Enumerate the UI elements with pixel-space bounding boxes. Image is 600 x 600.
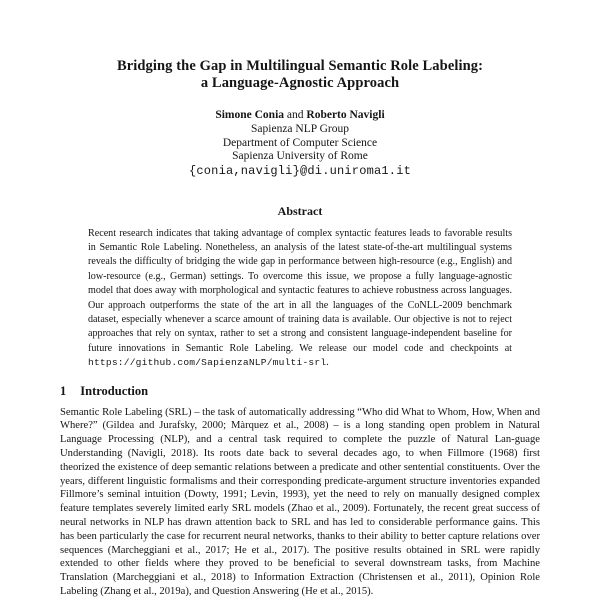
section-1-number: 1 xyxy=(60,383,67,398)
abstract-heading: Abstract xyxy=(277,203,323,218)
paper-title xyxy=(0,0,600,92)
introduction-paragraph: Semantic Role Labeling (SRL) – the task of automatically addressing “Who did What to Whom, How, When and Where?” (Gildea and Jurafsky, 2000; Màrquez et al., 2008) – is a long standing open problem in Natural Language Processing (NLP), and a central task required to complete the puzzle of Natural Lan-guage Understanding (Navigli, 2018). Its roots date back to several decades ago, to when Fillmore (1968) first theorized the existence of deep semantic relations between a predicate and other sentential constituents. Over the years, different linguistic formalisms and their corresponding predicate-argument structure inventories expanded Fillmore’s seminal intuition (Dowty, 1991; Levin, 1993), yet the need to rely on manually designed complex feature templates severely limited early SRL models (Zhao et al., 2009). Fortunately, the recent great success of neural networks in NLP has drawn attention back to SRL and has led to considerable performance gains. This has been particularly the case for recurrent neural networks, thanks to their ability to better capture relations over sequences (Marcheggiani et al., 2017; He et al., 2017). The positive results obtained in SRL were rapidly extended to other fields where they proved to be beneficial to several downstream tasks, from Machine Translation (Marcheggiani et al., 2018) to Information Extraction (Christensen et al., 2011), Opinion Role Labeling (Zhang et al., 2019a), and Question Answering (He et al., 2015). xyxy=(60,406,540,597)
affiliation-block xyxy=(0,123,600,164)
affiliation-line-university: Sapienza University of Rome xyxy=(232,150,368,162)
affiliation-line-department: Department of Computer Science xyxy=(222,136,378,149)
author-name-1: Simone Conia xyxy=(215,109,285,121)
paper-title-line-2: a Language-Agnostic Approach xyxy=(200,75,400,91)
abstract-text: Recent research indicates that taking advantage of complex syntactic features leads to favorable results in Semantic Role Labeling. Nonetheless, an analysis of the latest state-of-the-art multilingual systems reveals the difficulty of bridging the wide gap in performance between high-resource (e.g., English) and low-resource (e.g., German) settings. To overcome this issue, we propose a fully language-agnostic model that does away with morphological and syntactic features to achieve robustness across languages. Our approach outperforms the state of the art in all the languages of the CoNLL-2009 benchmark dataset, especially whenever a scarce amount of training data is available. Our objective is not to reject approaches that rely on syntax, rather to set a strong and consistent language-independent baseline for future innovations in Semantic Role Labeling. We release our model code and checkpoints at xyxy=(88,227,512,354)
repository-url-link[interactable]: https://github.com/SapienzaNLP/multi-srl xyxy=(88,357,327,369)
author-conjunction: and xyxy=(284,109,307,121)
author-name-2: Roberto Navigli xyxy=(306,109,385,121)
authors-email[interactable]: {conia,navigli}@di.uniroma1.it xyxy=(188,163,412,178)
abstract-paragraph xyxy=(88,227,512,371)
authors-line xyxy=(0,109,600,122)
section-1-heading xyxy=(60,384,540,399)
section-1-title: Introduction xyxy=(80,383,149,398)
paper-title-line-1: Bridging the Gap in Multilingual Semantic Role Labeling: xyxy=(116,58,484,74)
affiliation-line-group: Sapienza NLP Group xyxy=(251,123,349,135)
abstract-url-period: . xyxy=(326,357,329,369)
